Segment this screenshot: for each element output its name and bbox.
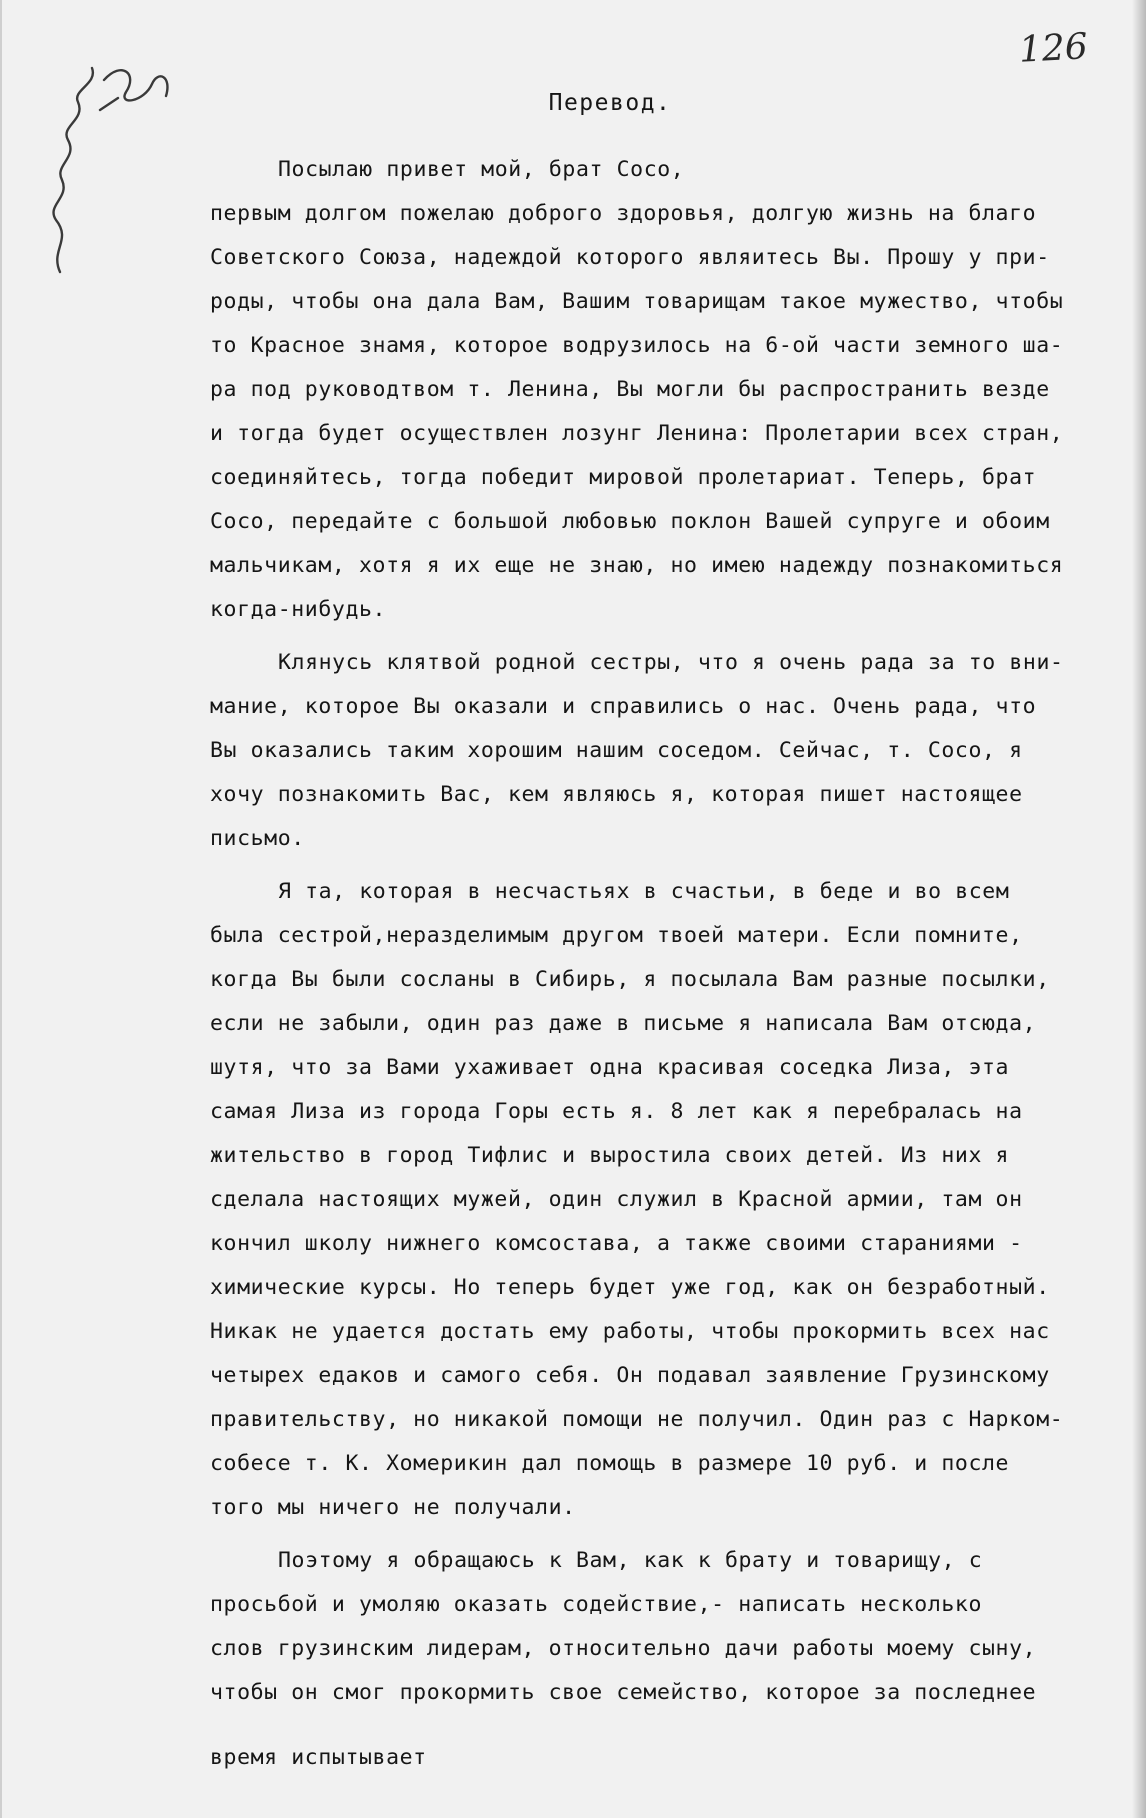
text-line: соединяйтесь, тогда победит мировой пролетариат. Теперь, брат [210,465,1037,490]
text-line: и тогда будет осуществлен лозунг Ленина: Пролетарии всех стран, [210,421,1064,446]
text-line: когда Вы были сосланы в Сибирь, я посылала Вам разные посылки, [210,967,1050,992]
text-line: сделала настоящих мужей, один служил в Красной армии, там он [210,1187,1023,1212]
text-line: Никак не удается достать ему работы, чтобы прокормить всех нас [210,1319,1050,1344]
page-edge-shadow [1132,0,1146,1818]
text-line: Я та, которая в несчастьях в счастьи, в беде и во всем [278,879,1010,904]
text-line: Вы оказались таким хорошим нашим соседом. Сейчас, т. Сосо, я [210,738,1023,763]
paragraph-greeting [210,148,1122,632]
text-line: слов грузинским лидерам, относительно дачи работы моему сыну, [210,1636,1037,1661]
text-line: Сосо, передайте с большой любовью поклон Вашей супруге и обоим [210,509,1050,534]
text-line: просьбой и умоляю оказать содействие,- написать несколько [210,1592,983,1617]
document-heading: Перевод. [548,90,672,116]
text-line: чтобы он смог прокормить свое семейство, которое за последнее [210,1680,1037,1705]
text-line: самая Лиза из города Горы есть я. 8 лет как я перебралась на [210,1099,1023,1124]
text-line: собесе т. К. Хомерикин дал помощь в размере 10 руб. и после [210,1451,1010,1476]
paragraph-request [210,1539,1122,1715]
text-line: хочу познакомить Вас, кем являюсь я, которая пишет настоящее [210,782,1023,807]
text-line: письмо. [210,826,305,851]
text-line: Клянусь клятвой родной сестры, что я очень рада за то вни- [278,650,1064,675]
text-line: Посылаю привет мой, брат Сосо, [278,157,685,182]
text-line: роды, чтобы она дала Вам, Вашим товарищам такое мужество, чтобы [210,289,1064,314]
text-line: когда-нибудь. [210,597,387,622]
text-line: Поэтому я обращаюсь к Вам, как к брату и товарищу, с [278,1548,983,1573]
text-line: мальчикам, хотя я их еще не знаю, но имею надежду познакомиться [210,553,1064,578]
text-line: Советского Союза, надеждой которого являитесь Вы. Прошу у при- [210,245,1050,270]
text-line: правительству, но никакой помощи не получил. Один раз с Нарком- [210,1407,1064,1432]
text-line: ра под руководтвом т. Ленина, Вы могли бы распространить везде [210,377,1050,402]
text-line: первым долгом пожелаю доброго здоровья, долгую жизнь на благо [210,201,1037,226]
text-line: того мы ничего не получали. [210,1495,576,1520]
text-line: мание, которое Вы оказали и справились о нас. Очень рада, что [210,694,1037,719]
paragraph-oath [210,641,1122,861]
paragraph-introduction [210,870,1122,1530]
page-number: 126 [1018,26,1090,71]
handwritten-margin-annotation [42,40,192,280]
text-line: жительство в город Тифлис и выростила своих детей. Из них я [210,1143,1010,1168]
text-line: химические курсы. Но теперь будет уже год, как он безработный. [210,1275,1050,1300]
continuation-line: время испытывает [210,1745,427,1770]
letter-body [210,148,1122,1724]
text-line: шутя, что за Вами ухаживает одна красивая соседка Лиза, эта [210,1055,1010,1080]
text-line: четырех едаков и самого себя. Он подавал заявление Грузинскому [210,1363,1050,1388]
text-line: была сестрой,неразделимым другом твоей матери. Если помните, [210,923,1023,948]
text-line: то Красное знамя, которое водрузилось на 6-ой части земного ша- [210,333,1064,358]
text-line: кончил школу нижнего комсостава, а также своими стараниями - [210,1231,1023,1256]
text-line: если не забыли, один раз даже в письме я написала Вам отсюда, [210,1011,1037,1036]
